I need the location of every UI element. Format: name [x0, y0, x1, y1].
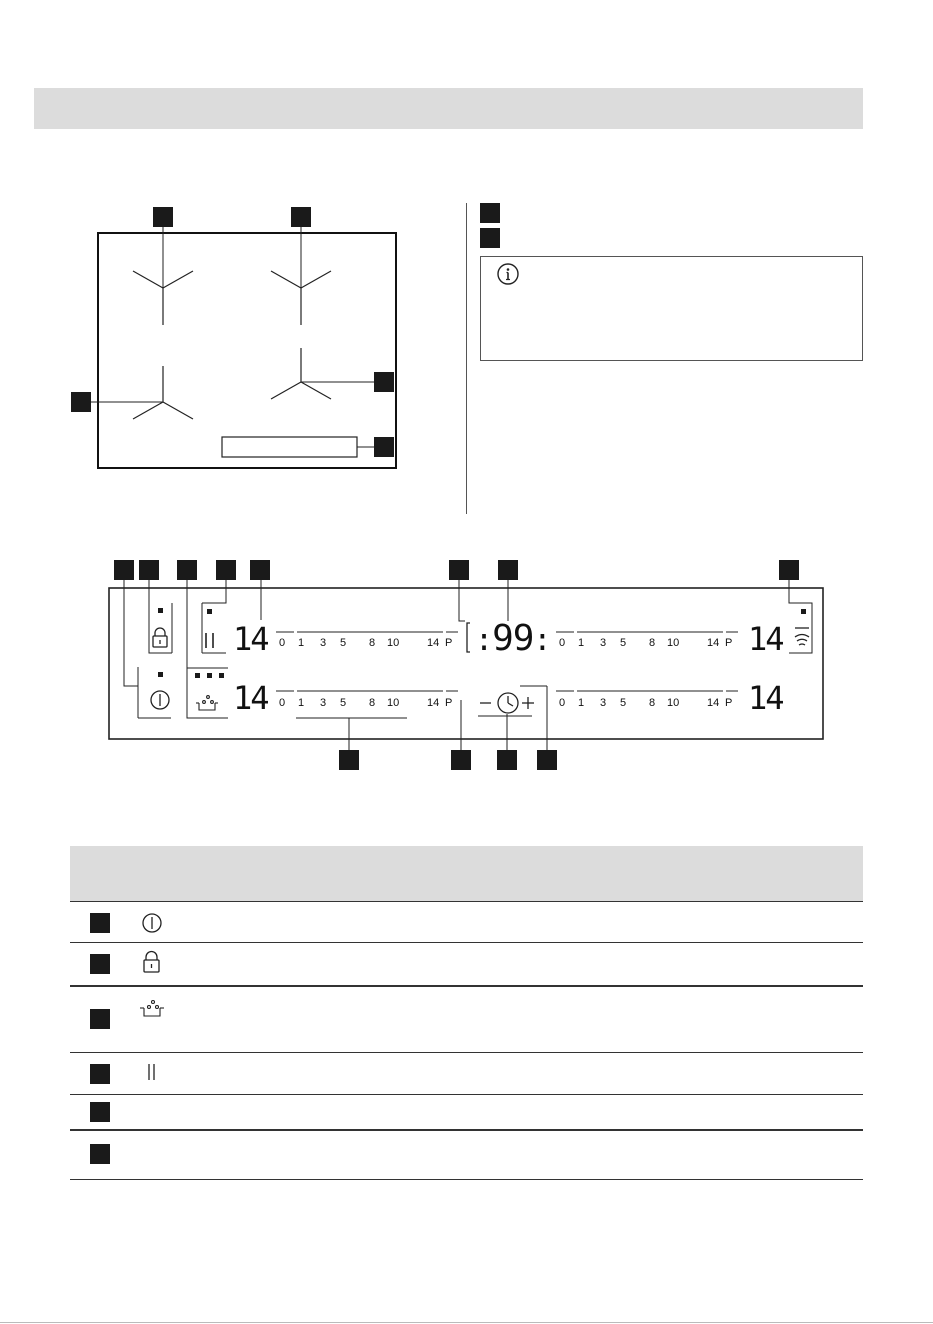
level-tick-label: P [725, 637, 733, 649]
callout-marker [779, 560, 799, 580]
level-tick-label: P [445, 697, 453, 709]
level-tick-label: P [725, 697, 733, 709]
pot-bubbles-icon [196, 696, 218, 710]
level-tick-label: 8 [649, 697, 656, 709]
power-icon [143, 914, 161, 932]
hob2hood-indicator-dot [801, 609, 806, 614]
level-tick-label: 8 [369, 637, 376, 649]
boost-indicator-dot [207, 673, 212, 678]
zone-display-front-right: 14 [748, 679, 783, 717]
timer-display: :99: [475, 618, 551, 659]
pause-indicator-dot [207, 609, 212, 614]
power-indicator-dot [158, 672, 163, 677]
level-tick-label: 5 [620, 637, 627, 649]
zone-display-rear-right: 14 [748, 620, 783, 658]
level-tick-label: 3 [320, 697, 327, 709]
level-tick-label: 0 [559, 637, 566, 649]
level-tick-label: 1 [578, 697, 585, 709]
level-tick-label: 14 [707, 637, 720, 649]
callout-marker [498, 560, 518, 580]
level-tick-label: 3 [600, 697, 607, 709]
lock-indicator-dot [158, 608, 163, 613]
boost-indicator-dot [195, 673, 200, 678]
hood-signal-icon [795, 628, 809, 645]
pot-bubbles-icon [140, 1001, 164, 1017]
callout-marker [139, 560, 159, 580]
level-tick-label: 10 [387, 697, 400, 709]
level-tick-label: 1 [578, 637, 585, 649]
page-footer-rule [0, 1322, 933, 1323]
level-tick-label: 8 [649, 637, 656, 649]
table-icons [70, 846, 863, 1186]
callout-marker [537, 750, 557, 770]
lock-icon [153, 628, 167, 647]
level-tick-label: 1 [298, 697, 305, 709]
lock-icon [144, 952, 159, 973]
level-tick-label: 10 [667, 637, 680, 649]
level-tick-label: 5 [340, 697, 347, 709]
level-tick-label: 0 [279, 697, 286, 709]
level-tick-label: 0 [559, 697, 566, 709]
level-tick-label: 14 [707, 697, 720, 709]
level-tick-label: P [445, 637, 453, 649]
level-tick-label: 10 [667, 697, 680, 709]
callout-marker [114, 560, 134, 580]
level-tick-label: 3 [600, 637, 607, 649]
callout-marker [339, 750, 359, 770]
level-tick-label: 1 [298, 637, 305, 649]
callout-marker [451, 750, 471, 770]
callout-marker [497, 750, 517, 770]
boost-indicator-dot [219, 673, 224, 678]
level-tick-label: 14 [427, 697, 440, 709]
pause-icon [149, 1064, 154, 1080]
zone-display-rear-left: 14 [233, 620, 268, 658]
callout-marker [250, 560, 270, 580]
power-icon [151, 691, 169, 709]
pause-icon [206, 633, 213, 648]
level-tick-label: 0 [279, 637, 286, 649]
level-tick-label: 3 [320, 637, 327, 649]
callout-marker [177, 560, 197, 580]
level-tick-label: 14 [427, 637, 440, 649]
callout-marker [449, 560, 469, 580]
level-tick-label: 5 [340, 637, 347, 649]
level-tick-label: 10 [387, 637, 400, 649]
level-tick-label: 5 [620, 697, 627, 709]
zone-display-front-left: 14 [233, 679, 268, 717]
callout-marker [216, 560, 236, 580]
control-panel-frame [109, 588, 823, 739]
timer-control-group [480, 693, 534, 713]
level-tick-label: 8 [369, 697, 376, 709]
